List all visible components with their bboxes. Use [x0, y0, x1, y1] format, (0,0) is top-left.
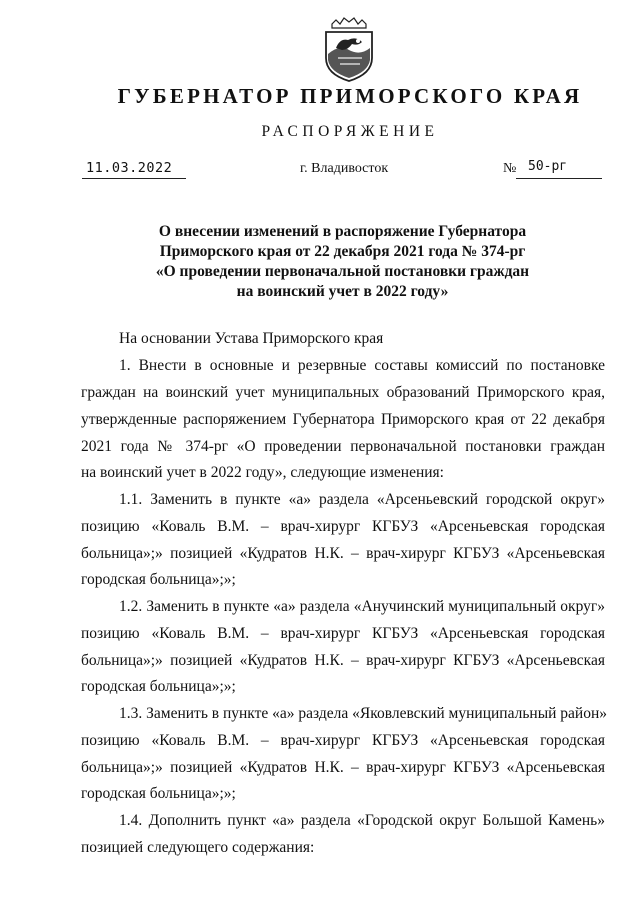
document-number: 50-рг	[528, 159, 568, 174]
authority-title: ГУБЕРНАТОР ПРИМОРСКОГО КРАЯ	[117, 84, 583, 108]
body-line: На основании Устава Приморского края	[119, 330, 384, 347]
document-type: РАСПОРЯЖЕНИЕ	[261, 123, 439, 140]
document-subject	[120, 222, 565, 302]
subject-line: на воинский учет в 2022 году»	[236, 283, 449, 300]
body-line: 1.3. Заменить в пункте «а» раздела «Яковлевский муниципальный район»	[119, 705, 608, 722]
body-line: 1.1. Заменить в пункте «а» раздела «Арсеньевский городской округ»	[119, 491, 605, 508]
date-underline	[82, 178, 186, 179]
body-line: городская больница»;»;	[81, 678, 236, 695]
body-line: городская больница»;»;	[81, 785, 236, 802]
body-line: позицию «Коваль В.М. – врач-хирург КГБУЗ «Арсеньевская городская	[81, 625, 605, 642]
body-line: 1. Внести в основные и резервные составы комиссий по постановке	[119, 357, 605, 374]
body-line: позицию «Коваль В.М. – врач-хирург КГБУЗ «Арсеньевская городская	[81, 518, 605, 535]
body-line: позицией следующего содержания:	[81, 839, 315, 856]
body-line: больница»;» позицией «Кудратов Н.К. – врач-хирург КГБУЗ «Арсеньевская	[81, 545, 605, 562]
document-meta-row	[0, 160, 640, 182]
body-line: на воинский учет в 2022 году», следующие изменения:	[81, 464, 444, 481]
subject-line: О внесении изменений в распоряжение Губернатора	[158, 223, 527, 240]
body-line: больница»;» позицией «Кудратов Н.К. – врач-хирург КГБУЗ «Арсеньевская	[81, 652, 605, 669]
body-line: утвержденные распоряжением Губернатора Приморского края от 22 декабря	[81, 411, 605, 428]
body-line: позицию «Коваль В.М. – врач-хирург КГБУЗ «Арсеньевская городская	[81, 732, 605, 749]
number-sign: №	[503, 161, 517, 176]
subject-line: «О проведении первоначальной постановки граждан	[155, 263, 530, 280]
document-city: г. Владивосток	[300, 161, 389, 176]
body-line: 1.4. Дополнить пункт «а» раздела «Городской округ Большой Камень»	[119, 812, 605, 829]
body-line: граждан на воинский учет муниципальных образований Приморского края,	[81, 384, 605, 401]
body-line: больница»;» позицией «Кудратов Н.К. – врач-хирург КГБУЗ «Арсеньевская	[81, 759, 605, 776]
coat-of-arms-emblem	[318, 14, 380, 84]
subject-line: Приморского края от 22 декабря 2021 года № 374-рг	[159, 243, 526, 260]
body-line: 1.2. Заменить в пункте «а» раздела «Анучинский муниципальный округ»	[119, 598, 605, 615]
body-line: городская больница»;»;	[81, 571, 236, 588]
document-date: 11.03.2022	[86, 160, 173, 176]
number-underline	[516, 178, 602, 179]
body-line: 2021 года № 374-рг «О проведении первоначальной постановки граждан	[81, 438, 605, 455]
